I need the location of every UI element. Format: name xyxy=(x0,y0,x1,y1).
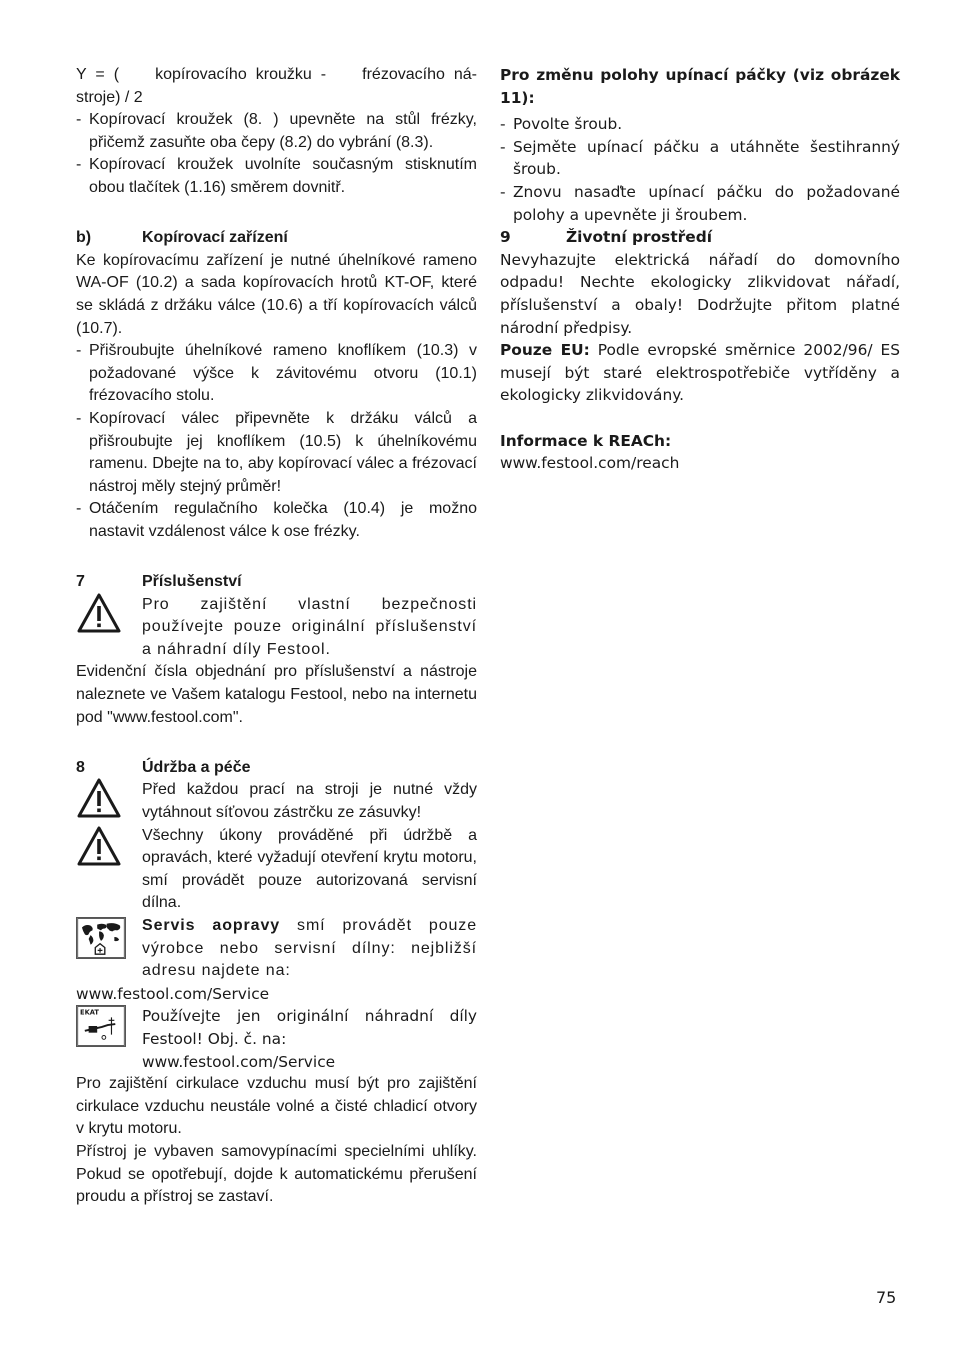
ekat-url[interactable]: www.festool.com/Service xyxy=(142,1052,336,1071)
ekat-text: Používejte jen originální náhradní díly Festool! Obj. č. na: www.festool.com/Service xyxy=(142,1007,477,1071)
warning-block xyxy=(76,825,477,915)
list-item: - Přišroubujte úhelníkové rameno knoflíkem (10.3) v požadované výšce k závitovému otvoru (10.1) frézovacího stolu. xyxy=(76,342,477,405)
section-9-eu: Pouze EU: Podle evropské směrnice 2002/96/ ES musejí být staré elektrospotřebiče vytříděny a ekologicky zlikvidovány. xyxy=(500,341,901,405)
section-b-heading: b) Kopírovací zařízení xyxy=(76,229,288,247)
ekat-icon xyxy=(76,1005,126,1047)
list-item: - Sejměte upínací páčku a utáhněte šestihranný šroub. xyxy=(500,137,900,179)
reach-url[interactable]: www.festool.com/reach xyxy=(500,454,680,473)
warning-block xyxy=(76,594,477,662)
warning-icon xyxy=(76,825,122,867)
intro-formula: Y = ( kopírovacího kroužku - frézovacího ná- xyxy=(76,66,477,83)
warning-block xyxy=(76,779,477,824)
page-number: 75 xyxy=(876,1288,897,1307)
list-item: - Kopírovací kroužek (8. ) upevněte na stůl frézky, přičemž zasuňte oba čepy (8.2) do vybrání (8.3). xyxy=(76,111,477,151)
section-7-warning: Pro zajištění vlastní bezpečnosti používejte pouze originální příslušenství a náhradní díly Festool. xyxy=(142,595,477,658)
service-text: Servis aopravy smí provádět pouze výrobce nebo servisní dílny: nejbližší adresu najdete na: xyxy=(142,916,477,980)
list-item: - Kopírovací kroužek uvolníte současným stisknutím obou tlačítek (1.16) směrem dovnitř. xyxy=(76,156,477,196)
list-item: - Povolte šroub. xyxy=(500,115,623,134)
ekat-label: EKAT xyxy=(80,1008,99,1017)
left-column xyxy=(76,64,477,1209)
list-item: - Otáčením regulačního kolečka (10.4) je možno nastavit vzdálenost válce k ose frézky. xyxy=(76,500,477,540)
ekat-block xyxy=(76,1005,477,1073)
section-8-para-1: Pro zajištění cirkulace vzduchu musí být pro zajištění cirkulace vzduchu neustále volné a čisté chladicí otvory v krytu motoru. xyxy=(76,1075,477,1138)
lever-heading: Pro změnu polohy upínací páčky (viz obrázek 11): xyxy=(500,66,900,107)
service-block xyxy=(76,915,477,983)
intro-formula-cont: stroje) / 2 xyxy=(76,88,143,106)
section-9-text: Nevyhazujte elektrická nářadí do domovního odpadu! Nechte ekologicky zlikvidovat nářadí, příslušenství a obaly! Dodržujte přitom platné národní předpisy. xyxy=(500,250,900,337)
section-7-text: Evidenční čísla objednání pro příslušenství a nástroje naleznete ve Vašem katalogu Festool, nebo na internetu pod "www.festool.com". xyxy=(76,663,477,726)
section-9-heading: 9 Životní prostředí xyxy=(500,228,713,247)
section-8-heading: 8 Údržba a péče xyxy=(76,758,251,776)
list-item: - Znovu nasaďte upínací páčku do požadované polohy a upevněte ji šroubem. xyxy=(500,182,900,224)
section-8-warning-1: Před každou prací na stroji je nutné vždy vytáhnout síťovou zástrčku ze zásuvky! xyxy=(142,781,477,821)
world-map-service-icon xyxy=(76,917,126,959)
section-8-warning-2: Všechny úkony prováděné při údržbě a opravách, které vyžadují otevření krytu motoru, smí provádět pouze autorizovaná servisní dílna. xyxy=(142,826,477,912)
section-7-heading: 7 Příslušenství xyxy=(76,573,242,591)
right-column xyxy=(500,64,900,475)
section-b-text: Ke kopírovacímu zařízení je nutné úhelníkové rameno WA-OF (10.2) a sada kopírovacích hrotů KT-OF, které se skládá z držáku válce (10.6) a tří kopírovacích válců (10.7). xyxy=(76,251,477,337)
service-url[interactable]: www.festool.com/Service xyxy=(76,984,270,1003)
list-item: - Kopírovací válec připevněte k držáku válců a přišroubujte jej knoflíkem (10.5) k úhelníkovému ramenu. Dbejte na to, aby kopírovací válec a frézovací nástroj měly stejný průměr! xyxy=(76,409,477,495)
reach-heading: Informace k REACh: xyxy=(500,431,672,450)
warning-icon xyxy=(76,592,122,634)
section-8-para-2: Přístroj je vybaven samovypínacími specielními uhlíky. Pokud se opotřebují, dojde k automatickému přerušení proudu a přístroj se zastaví. xyxy=(76,1142,477,1206)
warning-icon xyxy=(76,777,122,819)
